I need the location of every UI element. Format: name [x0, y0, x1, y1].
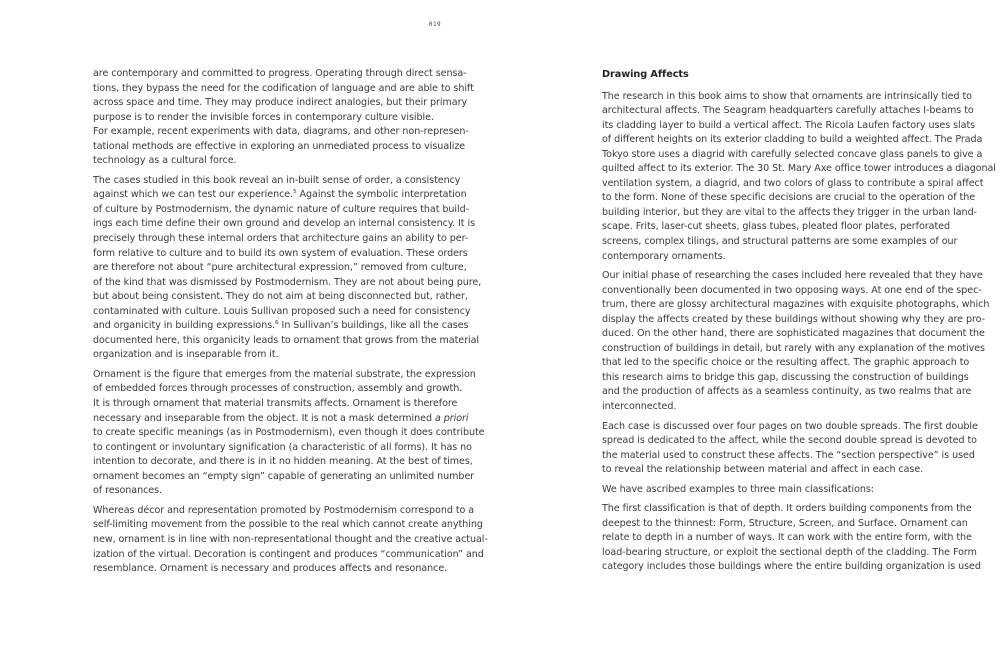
text-line: Each case is discussed over four pages on two double spreads. The first double [602, 420, 978, 432]
paragraph-decor [93, 504, 488, 577]
text-line: load-bearing structure, or exploit the sectional depth of the cladding. The Form [602, 546, 977, 558]
text-line: tational methods are effective in exploring an unmediated process to visualize [93, 140, 466, 152]
text-line: scape. Frits, laser-cut sheets, glass tubes, pleated floor plates, perforated [602, 221, 950, 233]
text-line: The first classification is that of depth. It orders building components from the [602, 503, 972, 515]
paragraph-initial-phase [602, 269, 990, 414]
section-heading: Drawing Affects [602, 69, 689, 80]
text-line: self-limiting movement from the possible to the real which cannot create anything [93, 519, 483, 531]
text-line: spread is dedicated to the affect, while the second double spread is devoted to [602, 435, 977, 447]
text-line: to create specific meanings (as in Postmodernism), even though it does contribute [93, 427, 485, 439]
text-line: We have ascribed examples to three main classifications: [602, 483, 874, 495]
text-line: its cladding layer to build a vertical affect. The Ricola Laufen factory uses slats [602, 119, 976, 131]
text-line: building interior, but they are vital to the affects they trigger in the urban land- [602, 206, 977, 218]
text-line: documented here, this organicity leads to ornament that grows from the material [93, 334, 479, 346]
text-line: and the production of affects as a seamless continuity, as two realms that are [602, 386, 972, 398]
text-line: Our initial phase of researching the cases included here revealed that they have [602, 270, 983, 282]
text-line: intention to decorate, and there is in it no hidden meaning. At the best of times, [93, 456, 473, 468]
text-line: It is through ornament that material transmits affects. Ornament is therefore [93, 398, 458, 410]
text-line: ventilation system, a diagrid, and two colors of glass to contribute a spiral affect [602, 177, 984, 189]
text-line: Tokyo store uses a diagrid with carefully selected concave glass panels to give a [602, 148, 983, 160]
text-line: the material used to construct these affects. The “section perspective” is used [602, 449, 975, 461]
text-fragment: In Sullivan’s buildings, like all the cases [278, 320, 469, 332]
text-fragment: against which we can test our experience. [93, 189, 294, 201]
text-line-with-italic [93, 412, 468, 427]
left-column [93, 67, 488, 582]
text-line-with-footnote [93, 319, 468, 334]
text-line: trum, there are glossy architectural magazines with exquisite photographs, which [602, 299, 990, 311]
footnote-ref-6[interactable]: 6 [275, 320, 279, 327]
text-line: Whereas décor and representation promoted by Postmodernism correspond to a [93, 504, 475, 516]
text-line: deepest to the thinnest: Form, Structure, Screen, and Surface. Ornament can [602, 517, 968, 529]
text-line: to the form. None of these specific decisions are crucial to the operation of the [602, 192, 976, 204]
text-line: architectural affects. The Seagram headquarters carefully attaches I-beams to [602, 105, 974, 117]
text-line: The research in this book aims to show that ornaments are intrinsically tied to [602, 90, 972, 102]
text-line: to contingent or involuntary signification (a characteristic of all forms). It has no [93, 441, 472, 453]
text-line: duced. On the other hand, there are sophisticated magazines that document the [602, 328, 985, 340]
text-line: new, ornament is in line with non-representational thought and the creative actual- [93, 533, 488, 545]
text-line: that led to the specific choice or the resulting affect. The graphic approach to [602, 357, 970, 369]
paragraph-order [93, 174, 482, 363]
text-line: this research aims to bridge this gap, discussing the construction of buildings [602, 371, 969, 383]
text-line: quilted affect to its exterior. The 30 St. Mary Axe office tower introduces a diagonal [602, 163, 996, 175]
text-line: conventionally been documented in two opposing ways. At one end of the spec- [602, 284, 982, 296]
text-line: of different heights on its exterior cladding to build a weighted affect. The Prada [602, 134, 983, 146]
paragraph-progress [93, 67, 474, 169]
page-number: 019 [428, 21, 442, 28]
text-line: ornament becomes an “empty sign” capable of generating an unlimited number [93, 470, 475, 482]
footnote-ref-5[interactable]: 5 [293, 189, 297, 196]
text-line: ings each time define their own ground and develop an internal consistency. It is [93, 218, 475, 230]
text-line: resemblance. Ornament is necessary and produces affects and resonance. [93, 563, 448, 575]
text-line: of the kind that was dismissed by Postmodernism. They are not about being pure, [93, 276, 482, 288]
text-line: of resonances. [93, 485, 163, 497]
text-line: are contemporary and committed to progress. Operating through direct sensa- [93, 68, 467, 79]
text-line: across space and time. They may produce indirect analogies, but their primary [93, 97, 468, 109]
text-line: relate to depth in a number of ways. It can work with the entire form, with the [602, 532, 972, 544]
text-line: tions, they bypass the need for the codification of language and are able to shift [93, 82, 474, 94]
text-line: precisely through these internal orders that architecture gains an ability to per- [93, 233, 469, 245]
paragraph-research [602, 90, 996, 265]
text-fragment: and organicity in building expressions. [93, 320, 276, 332]
text-line: contaminated with culture. Louis Sullivan proposed such a need for consistency [93, 305, 471, 317]
text-line: construction of buildings in detail, but rarely with any explanation of the motives [602, 342, 985, 354]
text-line: display the affects created by these buildings without showing why they are pro- [602, 313, 986, 325]
text-line: to reveal the relationship between material and affect in each case. [602, 464, 924, 476]
text-line: of embedded forces through processes of construction, assembly and growth. [93, 383, 463, 395]
text-line: For example, recent experiments with data, diagrams, and other non-represen- [93, 126, 469, 138]
text-line: The cases studied in this book reveal an in-built sense of order, a consistency [93, 174, 461, 186]
text-line: Ornament is the figure that emerges from the material substrate, the expression [93, 368, 476, 380]
text-line-with-footnote [93, 188, 468, 203]
paragraph-each-case [602, 420, 976, 478]
text-line: contemporary ornaments. [602, 250, 726, 262]
text-fragment: necessary and inseparable from the object. It is not a mask determined [93, 412, 435, 424]
text-line: interconnected. [602, 400, 677, 412]
right-column [602, 68, 996, 580]
text-line: ization of the virtual. Decoration is contingent and produces “communication” and [93, 548, 484, 560]
text-line: screens, complex tilings, and structural patterns are some examples of our [602, 235, 958, 247]
text-line: technology as a cultural force. [93, 155, 237, 167]
text-line: category includes those buildings where the entire building organization is used [602, 561, 981, 573]
text-line: organization and is inseparable from it. [93, 349, 279, 361]
paragraph-first-classification [602, 502, 981, 575]
paragraph-ornament-figure [93, 368, 485, 499]
text-line: form relative to culture and to build its own system of evaluation. These orders [93, 247, 468, 259]
paragraph-classifications-intro [602, 483, 976, 498]
italic-term: a priori [434, 412, 469, 424]
text-line: purpose is to render the invisible forces in contemporary culture visible. [93, 111, 434, 123]
text-line: of culture by Postmodernism, the dynamic nature of culture requires that build- [93, 203, 470, 215]
text-fragment: Against the symbolic interpretation [296, 189, 467, 201]
text-line: are therefore not about “pure architectural expression,” removed from culture, [93, 262, 467, 274]
text-line: but about being consistent. They do not aim at being disconnected but, rather, [93, 291, 468, 303]
